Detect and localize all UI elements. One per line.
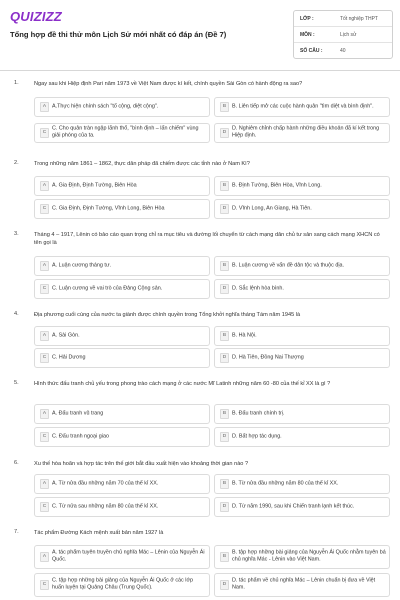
question-text: Tháng 4 – 1917, Lênin có bảo cáo quan trọng chỉ ra mục tiêu và đường lối chuyển từ cách mạng dân chủ tư sản sang cách mạng XHCN có tên gọi là <box>34 232 380 247</box>
option-text: D. Từ năm 1990, sau khi Chiến tranh lạnh kết thúc. <box>232 503 355 510</box>
quizizz-logo: QUIZIZZ <box>10 9 62 24</box>
option-letter: A <box>40 102 49 112</box>
option-7a[interactable] <box>34 545 210 569</box>
option-letter: A <box>40 552 49 562</box>
option-letter: A <box>40 409 49 419</box>
option-1c[interactable] <box>34 123 210 143</box>
meta-row-class <box>294 11 392 27</box>
option-text: B. tập hợp những bài giảng của Nguyễn Ái Quốc nhằm tuyên bá chủ nghĩa Mác - Lênin vào Việt Nam. <box>232 549 386 563</box>
option-text: C. tập hợp những bài giảng của Nguyễn Ái Quốc ở các lớp huấn luyện tại Quảng Châu (Trung Quốc). <box>52 577 193 591</box>
option-letter: D <box>220 284 229 294</box>
option-letter: B <box>220 552 229 562</box>
meta-info-box <box>293 10 393 59</box>
option-text: D. Sắc lệnh hòa bình. <box>232 285 284 292</box>
option-text: B. Luận cương về vấn đề dân tộc và thuộc địa. <box>232 262 345 269</box>
option-text: B. Đấu tranh chính trị. <box>232 410 285 417</box>
option-text: A.Thực hiện chính sách "tố cộng, diệt cộng". <box>52 103 159 110</box>
question-text: Hình thức đấu tranh chủ yếu trong phong trào cách mạng ở các nước Mĩ Latinh những năm 60 -80 của thế kỉ XX là gì ? <box>34 381 331 387</box>
option-text: D. Vĩnh Long, An Giang, Hà Tiên. <box>232 205 312 212</box>
option-text: B. Hà Nội. <box>232 332 257 339</box>
option-letter: B <box>220 331 229 341</box>
option-text: C. Đấu tranh ngoại giao <box>52 433 109 440</box>
option-7b[interactable] <box>214 545 390 569</box>
option-letter: C <box>40 502 49 512</box>
option-1d[interactable] <box>214 123 390 143</box>
option-2c[interactable] <box>34 199 210 219</box>
meta-row-count <box>294 43 392 58</box>
option-letter: A <box>40 181 49 191</box>
meta-value: Tốt nghiệp THPT <box>340 15 378 22</box>
option-4d[interactable] <box>214 348 390 368</box>
question-text: Địa phương cuối cùng của nước ta giành được chính quyền trong Tổng khởi nghĩa tháng Tám năm 1945 là <box>34 312 301 318</box>
option-3d[interactable] <box>214 279 390 299</box>
option-text: A. Luận cương tháng tư. <box>52 262 112 269</box>
option-letter: C <box>40 580 49 590</box>
question-number: 6. <box>14 460 19 466</box>
question-text: Tác phẩm Đường Kách mệnh xuất bản năm 1927 là <box>34 530 164 536</box>
meta-value: Lịch sử <box>340 31 357 38</box>
option-letter: B <box>220 409 229 419</box>
question-text: Xu thế hòa hoãn và hợp tác trên thế giới bắt đầu xuất hiện vào khoảng thời gian nào ? <box>34 461 249 467</box>
option-text: C. Từ nửa sau những năm 80 của thế kỉ XX. <box>52 503 159 510</box>
page-title: Tổng hợp đề thi thử môn Lịch Sử mới nhất có đáp án (Đề 7) <box>10 30 227 39</box>
option-letter: A <box>40 331 49 341</box>
option-letter: D <box>220 432 229 442</box>
option-letter: C <box>40 353 49 363</box>
page-header <box>0 0 400 66</box>
option-3b[interactable] <box>214 256 390 276</box>
meta-row-subject <box>294 27 392 43</box>
option-letter: B <box>220 479 229 489</box>
meta-key: SỐ CÂU : <box>300 47 323 54</box>
option-letter: D <box>220 580 229 590</box>
meta-key: LỚP : <box>300 15 314 22</box>
question-number: 7. <box>14 529 19 535</box>
question-text: Ngay sau khi Hiệp định Pari năm 1973 về Việt Nam được kí kết, chính quyền Sài Gòn có hành động ra sao? <box>34 81 303 87</box>
option-5c[interactable] <box>34 427 210 447</box>
option-text: C. Luận cương về vai trò của Đảng Cộng sản. <box>52 285 163 292</box>
question-text: Trong những năm 1861 – 1862, thực dân pháp đã chiếm được các tỉnh nào ở Nam Kì? <box>34 161 250 167</box>
option-6d[interactable] <box>214 497 390 517</box>
question-number: 5. <box>14 380 19 386</box>
option-2d[interactable] <box>214 199 390 219</box>
option-7d[interactable] <box>214 573 390 597</box>
option-letter: D <box>220 204 229 214</box>
option-3a[interactable] <box>34 256 210 276</box>
option-letter: C <box>40 432 49 442</box>
option-text: A. Sài Gòn. <box>52 332 80 339</box>
meta-key: MÔN : <box>300 31 315 38</box>
option-text: C. Hải Dương <box>52 354 86 361</box>
header-divider <box>0 70 400 71</box>
option-6a[interactable] <box>34 474 210 494</box>
option-4a[interactable] <box>34 326 210 346</box>
question-number: 1. <box>14 80 19 86</box>
option-text: D. Hà Tiên, Đồng Nai Thượng <box>232 354 304 361</box>
option-text: B. Từ nửa đầu những năm 80 của thế kỉ XX. <box>232 480 339 487</box>
option-letter: A <box>40 479 49 489</box>
option-letter: C <box>40 204 49 214</box>
option-5b[interactable] <box>214 404 390 424</box>
option-6c[interactable] <box>34 497 210 517</box>
option-text: D. tác phẩm về chủ nghĩa Mác – Lênin chuẩn bị đưa về Việt Nam. <box>232 577 376 591</box>
option-text: C. Cho quân tràn ngập lãnh thổ, "bình định – lấn chiếm" vùng giải phóng của ta. <box>52 125 199 139</box>
option-text: A. tác phẩm tuyên truyền chủ nghĩa Mác – Lênin của Nguyễn Ái Quốc. <box>52 549 205 563</box>
option-4b[interactable] <box>214 326 390 346</box>
option-text: B. Định Tường, Biên Hòa, Vĩnh Long. <box>232 182 322 189</box>
question-number: 4. <box>14 311 19 317</box>
option-text: A. Từ nửa đầu những năm 70 của thế kỉ XX. <box>52 480 159 487</box>
option-1a[interactable] <box>34 97 210 117</box>
question-number: 2. <box>14 160 19 166</box>
option-5a[interactable] <box>34 404 210 424</box>
option-6b[interactable] <box>214 474 390 494</box>
option-letter: B <box>220 181 229 191</box>
option-text: A. Đấu tranh vũ trang <box>52 410 104 417</box>
question-number: 3. <box>14 231 19 237</box>
option-2b[interactable] <box>214 176 390 196</box>
meta-value: 40 <box>340 47 346 54</box>
option-text: D. Nghiêm chỉnh chấp hành những điều khoản đã kí kết trong Hiệp định. <box>232 125 380 139</box>
option-3c[interactable] <box>34 279 210 299</box>
option-letter: B <box>220 261 229 271</box>
option-text: B. Liên tiếp mở các cuộc hành quân "tìm diệt và bình định". <box>232 103 374 110</box>
option-text: A. Gia Định, Định Tường, Biên Hòa <box>52 182 137 189</box>
option-letter: D <box>220 128 229 138</box>
option-1b[interactable] <box>214 97 390 117</box>
option-letter: D <box>220 353 229 363</box>
option-2a[interactable] <box>34 176 210 196</box>
option-letter: D <box>220 502 229 512</box>
option-text: C. Gia Định, Định Tường, Vĩnh Long, Biên Hòa <box>52 205 165 212</box>
option-5d[interactable] <box>214 427 390 447</box>
option-letter: A <box>40 261 49 271</box>
option-7c[interactable] <box>34 573 210 597</box>
option-letter: C <box>40 128 49 138</box>
option-letter: C <box>40 284 49 294</box>
option-text: D. Bất hợp tác dụng. <box>232 433 282 440</box>
option-letter: B <box>220 102 229 112</box>
option-4c[interactable] <box>34 348 210 368</box>
